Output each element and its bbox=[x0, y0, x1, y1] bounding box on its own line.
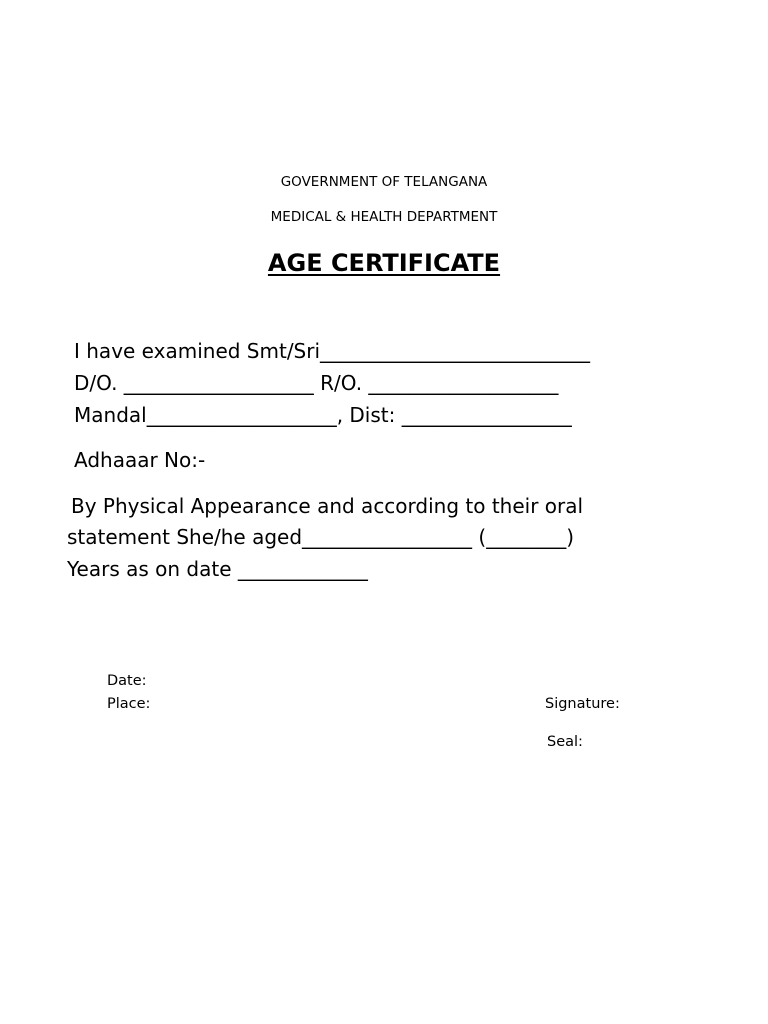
signature-label: Signature: bbox=[545, 696, 620, 712]
certificate-title-text: AGE CERTIFICATE bbox=[267, 249, 501, 277]
statement-line-3: Years as on date _____________ bbox=[67, 557, 368, 581]
examined-line: I have examined Smt/Sri___________________________ bbox=[74, 339, 591, 363]
statement-line-1: By Physical Appearance and according to their oral bbox=[71, 494, 584, 518]
place-label: Place: bbox=[107, 696, 151, 712]
seal-label: Seal: bbox=[547, 734, 583, 750]
date-label: Date: bbox=[107, 673, 147, 689]
mandal-dist-line: Mandal___________________, Dist: _________________ bbox=[74, 403, 572, 427]
government-heading: GOVERNMENT OF TELANGANA bbox=[280, 174, 488, 190]
do-ro-line: D/O. ___________________ R/O. ___________________ bbox=[74, 371, 559, 395]
aadhaar-line: Adhaaar No:- bbox=[74, 448, 206, 472]
department-heading: MEDICAL & HEALTH DEPARTMENT bbox=[270, 209, 498, 225]
statement-line-2: statement She/he aged_________________ (________) bbox=[67, 525, 574, 549]
certificate-title bbox=[0, 249, 768, 277]
